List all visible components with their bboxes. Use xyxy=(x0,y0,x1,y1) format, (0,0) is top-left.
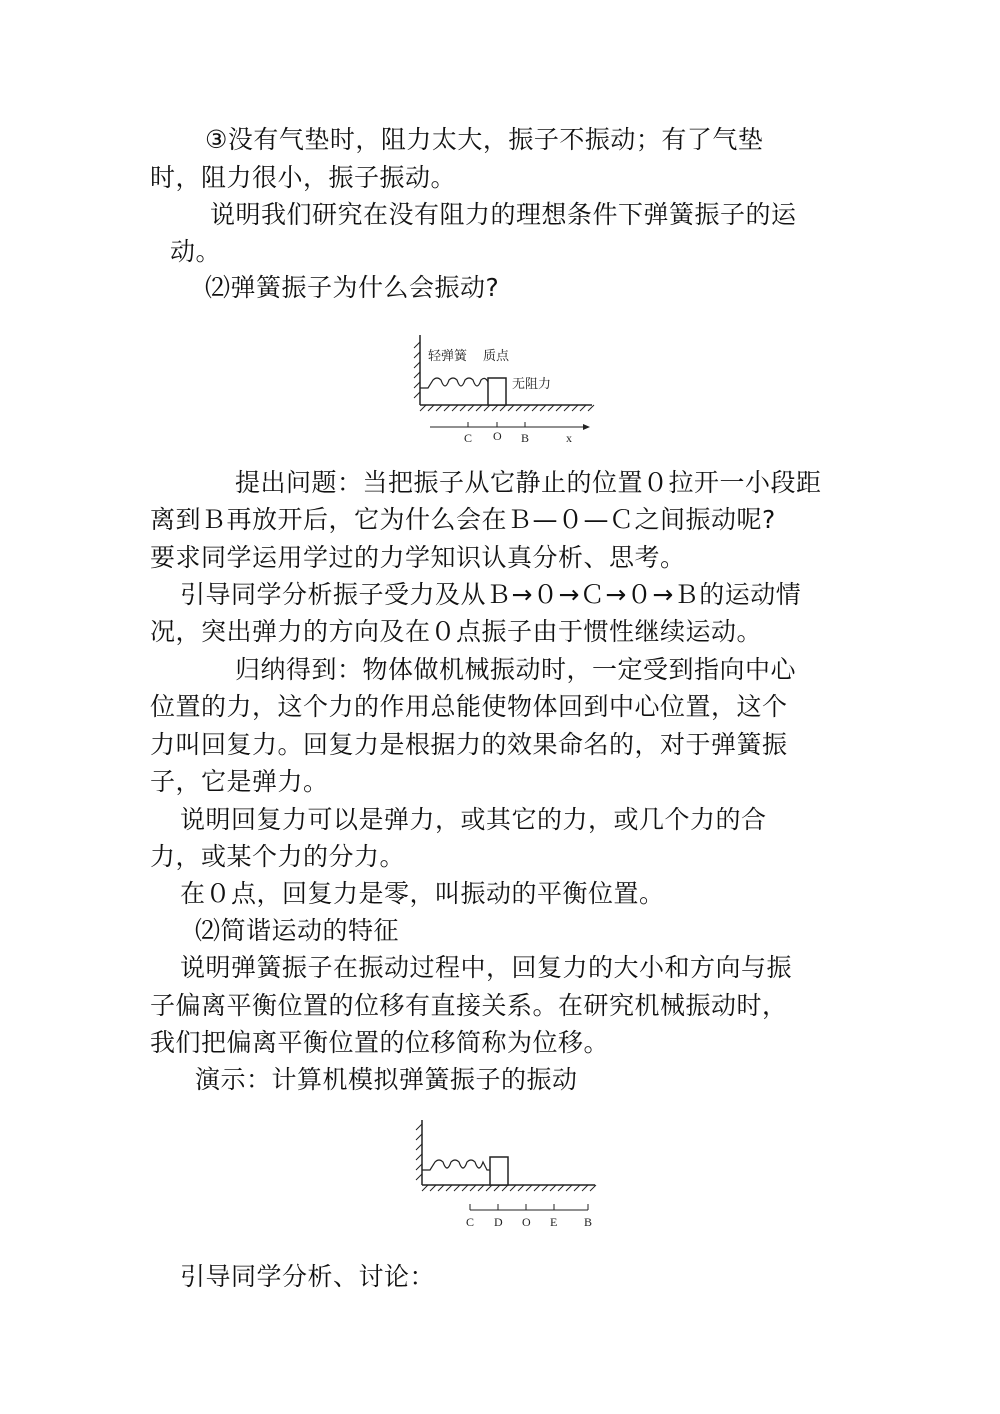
text-line: 离到Ｂ再放开后，它为什么会在Ｂ—０—Ｃ之间振动呢? xyxy=(150,505,776,534)
text-line: 动。 xyxy=(170,237,222,266)
text-line: 引导同学分析振子受力及从Ｂ→０→Ｃ→０→Ｂ的运动情 xyxy=(180,580,802,609)
text-line: 况，突出弹力的方向及在０点振子由于惯性继续运动。 xyxy=(150,617,763,646)
text-line: 力，或某个力的分力。 xyxy=(150,842,406,871)
spring-label: 轻弹簧 xyxy=(428,349,468,364)
text-line: 在０点，回复力是零，叫振动的平衡位置。 xyxy=(180,879,665,908)
axis-point-o: O xyxy=(522,1215,531,1229)
text-line: 演示：计算机模拟弹簧振子的振动 xyxy=(195,1065,578,1094)
axis-point-d: D xyxy=(494,1215,503,1229)
text-line: 说明弹簧振子在振动过程中，回复力的大小和方向与振 xyxy=(180,953,793,982)
text-line: 力叫回复力。回复力是根据力的效果命名的，对于弹簧振 xyxy=(150,730,788,759)
text-line: 提出问题：当把振子从它静止的位置０拉开一小段距 xyxy=(235,468,822,497)
text-line: 要求同学运用学过的力学知识认真分析、思考。 xyxy=(150,543,686,572)
axis-point-o: O xyxy=(493,429,502,443)
text-line: 说明我们研究在没有阻力的理想条件下弹簧振子的运 xyxy=(210,200,797,229)
text-line: 子，它是弹力。 xyxy=(150,767,329,796)
text-line: ③没有气垫时，阻力太大，振子不振动；有了气垫 xyxy=(205,125,764,154)
text-line: 时，阻力很小，振子振动。 xyxy=(150,163,457,192)
axis-point-c: C xyxy=(464,431,473,445)
text-line: 子偏离平衡位置的位移有直接关系。在研究机械振动时， xyxy=(150,991,788,1020)
text-line: 我们把偏离平衡位置的位移简称为位移。 xyxy=(150,1028,610,1057)
axis-point-b: B xyxy=(584,1215,593,1229)
text-line: 归纳得到：物体做机械振动时，一定受到指向中心 xyxy=(235,655,797,684)
text-line: 说明回复力可以是弹力，或其它的力，或几个力的合 xyxy=(180,805,767,834)
axis-point-b: B xyxy=(521,431,530,445)
mass-label: 质点 xyxy=(483,349,510,364)
spring-oscillator-figure-1 xyxy=(400,330,600,445)
no-friction-label: 无阻力 xyxy=(512,377,552,392)
text-line: 引导同学分析、讨论： xyxy=(180,1262,436,1291)
text-line: ⑵弹簧振子为什么会振动? xyxy=(205,273,500,302)
axis-name-x: x xyxy=(566,431,572,445)
axis-point-e: E xyxy=(550,1215,558,1229)
axis-point-c: C xyxy=(466,1215,475,1229)
text-line: ⑵简谐运动的特征 xyxy=(195,916,400,945)
spring-oscillator-figure-2 xyxy=(400,1110,600,1230)
text-line: 位置的力，这个力的作用总能使物体回到中心位置，这个 xyxy=(150,692,788,721)
